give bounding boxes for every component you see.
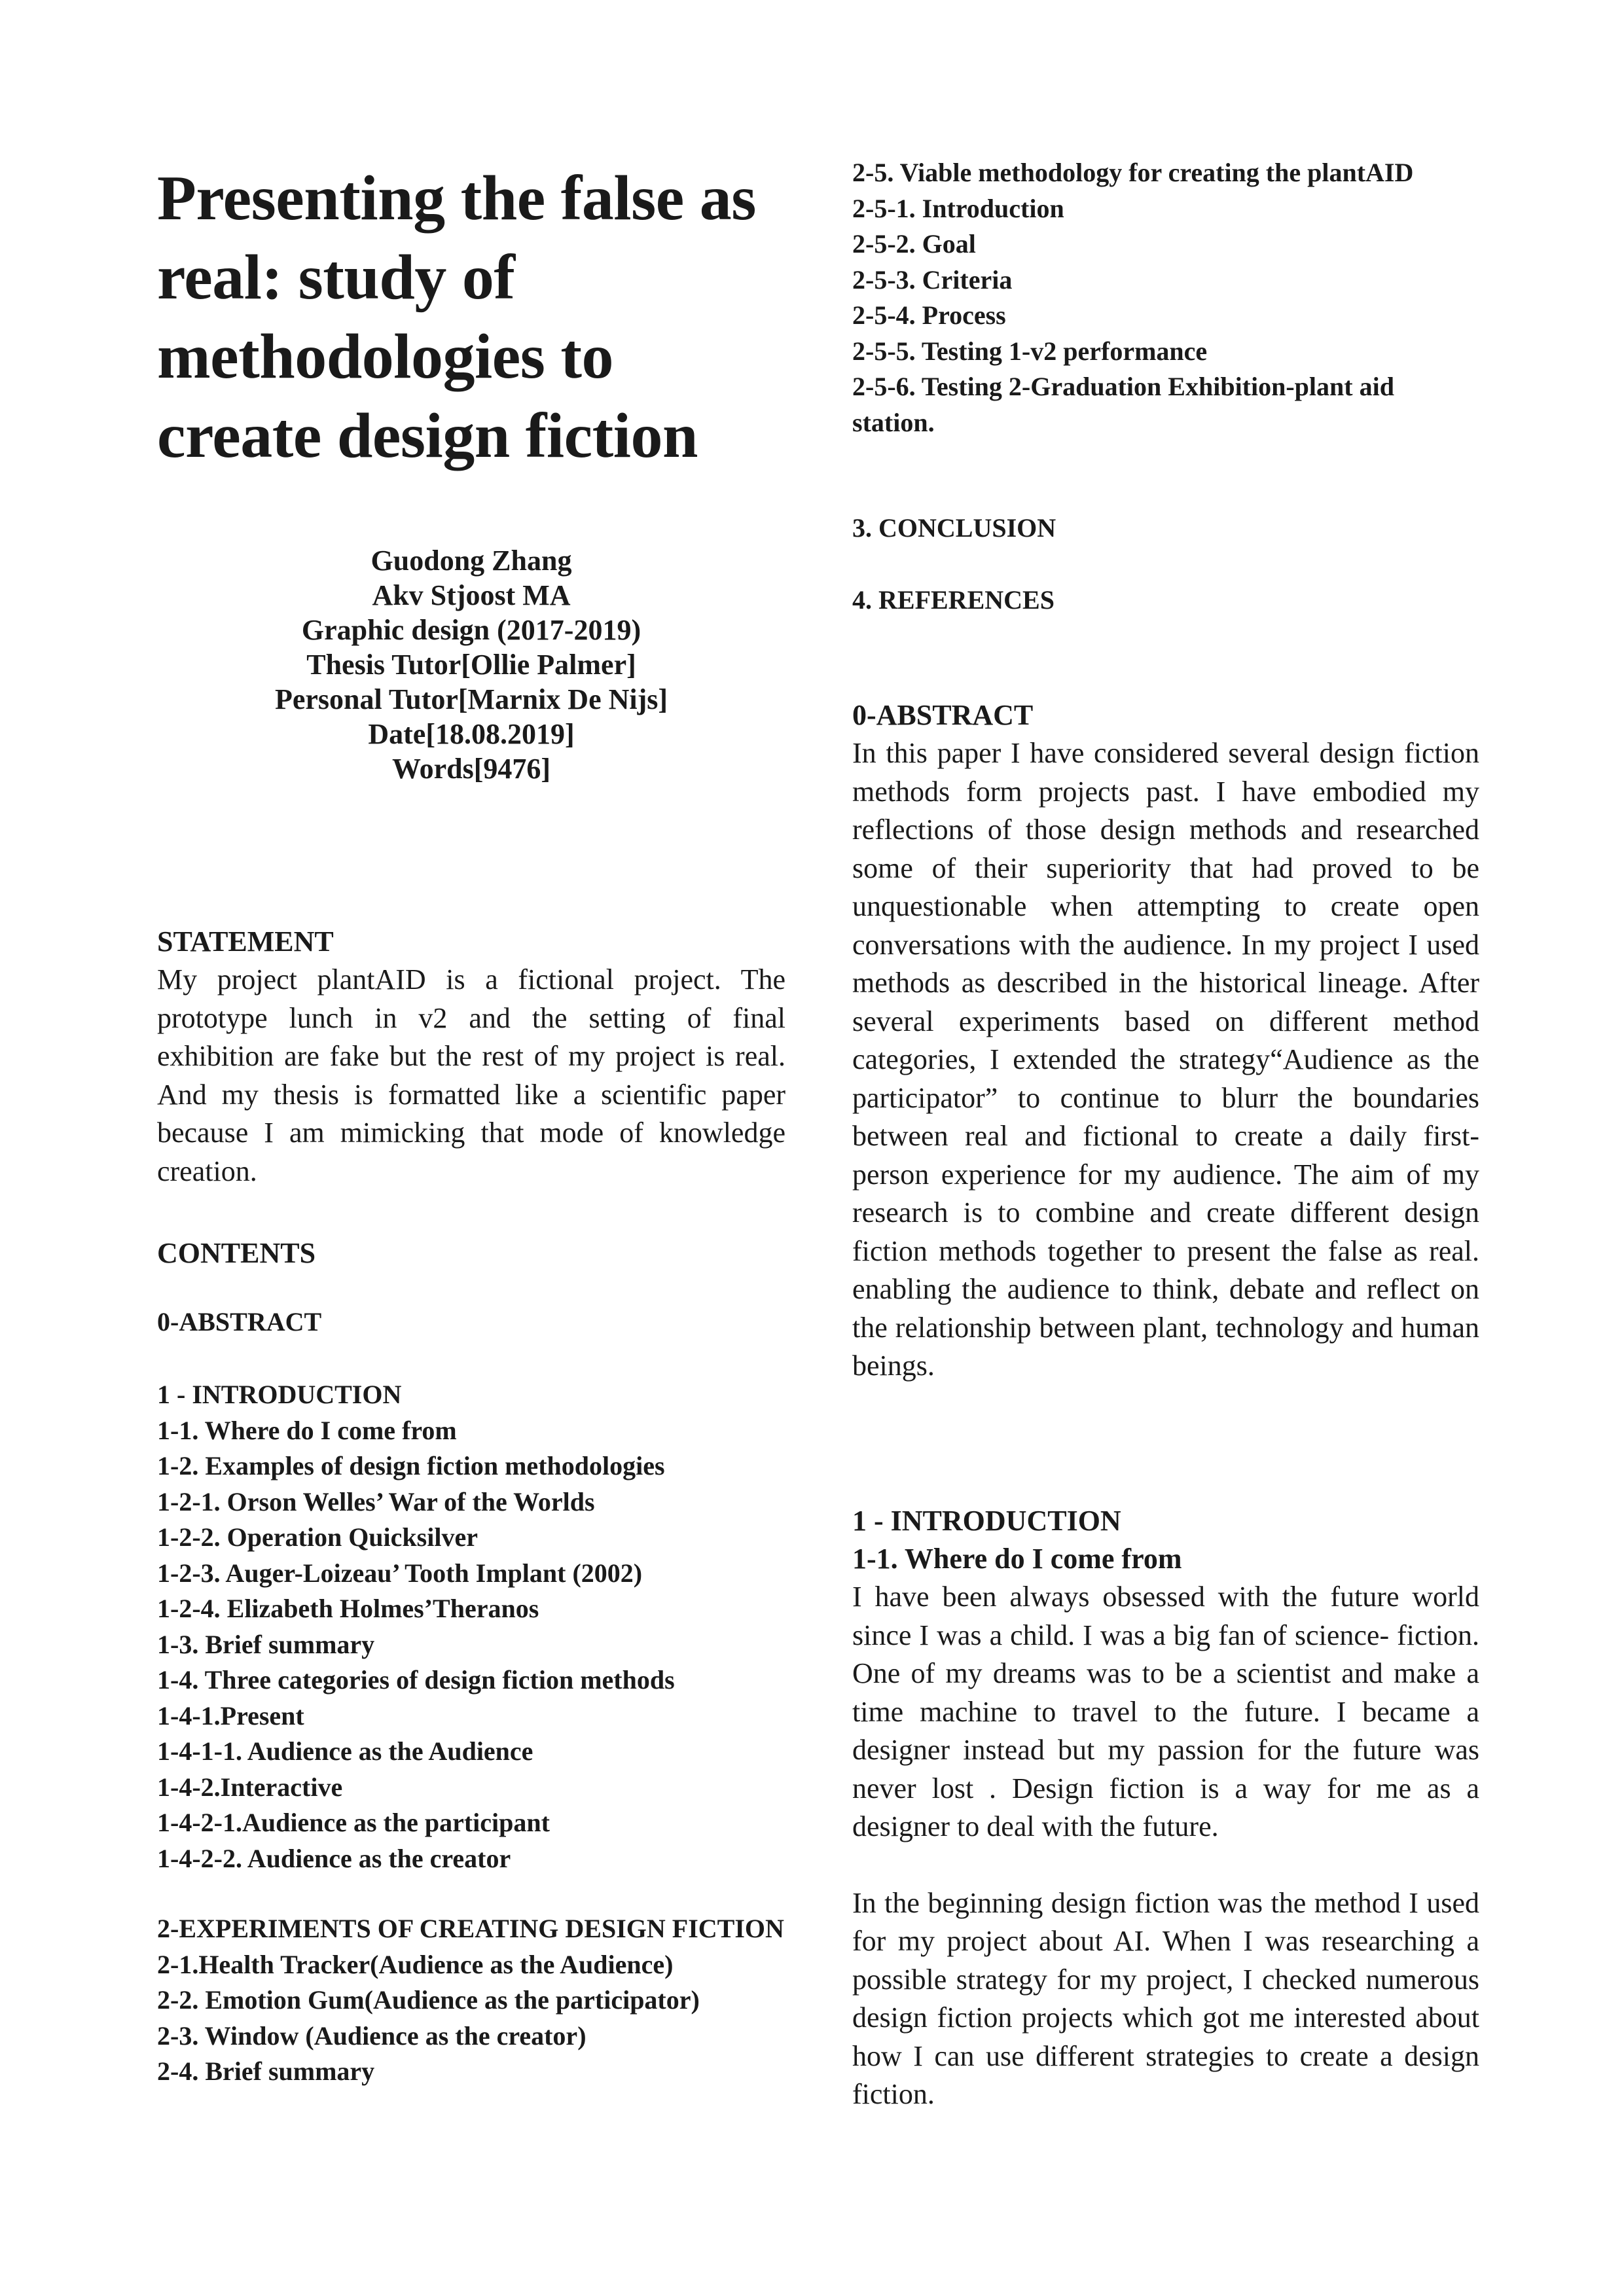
toc-item: 1-2. Examples of design fiction methodologies — [157, 1451, 665, 1480]
toc-item: 1-4. Three categories of design fiction methods — [157, 1665, 675, 1695]
abstract-section — [852, 696, 1479, 1386]
toc-references — [852, 583, 1479, 619]
toc-item: 2-3. Window (Audience as the creator) — [157, 2020, 586, 2051]
toc-item: 1-2-1. Orson Welles’ War of the Worlds — [157, 1486, 595, 1516]
toc-item: 1-4-1.Present — [157, 1700, 304, 1731]
toc-introduction — [157, 1377, 785, 1876]
abstract-heading: 0-ABSTRACT — [852, 699, 1034, 731]
introduction-paragraph-2: In the beginning design fiction was the method I used for my project about AI. When I was researching a possible strategy for my project, I checked numerous design fiction projects which got me interested about how I can use different strategies to create a design fiction. — [852, 1886, 1479, 2110]
toc-item: 1-1. Where do I come from — [157, 1415, 457, 1445]
introduction-section — [852, 1502, 1479, 2114]
toc-item: 1-2-3. Auger-Loizeau’ Tooth Implant (2002) — [157, 1558, 643, 1588]
toc-item: 1 - INTRODUCTION — [157, 1380, 402, 1409]
toc-experiments — [157, 1911, 785, 2090]
statement-section — [157, 923, 785, 1191]
toc-item: 0-ABSTRACT — [157, 1307, 322, 1336]
statement-text: My project plantAID is a fictional project. The prototype lunch in v2 and the setting of final exhibition are fake but the rest of my project is real. And my thesis is formatted like a scientific paper because I am mimicking that mode of knowledge creation. — [157, 963, 785, 1187]
toc-item: 1-4-1-1. Audience as the Audience — [157, 1736, 533, 1766]
toc-item: 2-5-6. Testing 2-Graduation Exhibition-plant aid station. — [852, 372, 1394, 437]
toc-item: 2-5. Viable methodology for creating the plantAID — [852, 158, 1414, 187]
thesis-tutor: Thesis Tutor[Ollie Palmer] — [306, 649, 636, 681]
toc-item: 2-2. Emotion Gum(Audience as the participator) — [157, 1985, 700, 2015]
toc-item: 3. CONCLUSION — [852, 513, 1056, 543]
toc-item: 1-4-2-2. Audience as the creator — [157, 1843, 511, 1873]
toc-item: 1-4-2.Interactive — [157, 1772, 343, 1802]
toc-item: 1-3. Brief summary — [157, 1629, 375, 1659]
toc-item: 2-EXPERIMENTS OF CREATING DESIGN FICTION — [157, 1914, 784, 1943]
author-block — [157, 543, 785, 786]
contents-heading: CONTENTS — [157, 1237, 316, 1269]
paper-title: Presenting the false as real: study of methodologies to create design fiction — [157, 163, 756, 471]
author-program: Graphic design (2017-2019) — [301, 614, 641, 646]
date: Date[18.08.2019] — [368, 718, 575, 750]
toc-item: 2-4. Brief summary — [157, 2056, 375, 2086]
personal-tutor: Personal Tutor[Marnix De Nijs] — [274, 683, 668, 715]
toc-item: 2-5-4. Process — [852, 300, 1006, 330]
toc-conclusion — [852, 511, 1479, 547]
toc-item: 2-5-1. Introduction — [852, 193, 1064, 223]
introduction-heading: 1 - INTRODUCTION — [852, 1505, 1121, 1537]
toc-item: 2-5-3. Criteria — [852, 264, 1013, 295]
toc-item: 4. REFERENCES — [852, 585, 1055, 615]
abstract-text: In this paper I have considered several design fiction methods form projects past. I have embodied my reflections of those design methods and researched some of their superiority that had proved to be unquestionable when attempting to create open conversations with the audience. In my project I used methods as described in the historical lineage. After several experiments based on different method categories, I extended the strategy“Audience as the participator” to continue to blurr the boundaries between real and fictional to create a daily first-person experience for my audience. The aim of my research is to combine and create different design fiction methods together to present the false as real. enabling the audience to think, debate and reflect on the relationship between plant, technology and human beings. — [852, 737, 1479, 1382]
introduction-subheading: 1-1. Where do I come from — [852, 1543, 1182, 1575]
toc-item: 1-2-2. Operation Quicksilver — [157, 1522, 478, 1552]
toc-item: 1-4-2-1.Audience as the participant — [157, 1808, 550, 1837]
introduction-paragraph-1: I have been always obsessed with the future world since I was a child. I was a big fan of science- fiction. One of my dreams was to be a scientist and make a time machine to travel to the future. I became a designer instead but my passion for the future was never lost . Design fiction is a way for me as a designer to deal with the future. — [852, 1581, 1479, 1842]
contents-section — [157, 1234, 785, 1272]
toc-abstract — [157, 1304, 785, 1340]
toc-viable-methodology — [852, 155, 1479, 440]
toc-item: 2-5-5. Testing 1-v2 performance — [852, 336, 1208, 366]
toc-item: 1-2-4. Elizabeth Holmes’Theranos — [157, 1594, 539, 1623]
author-name: Guodong Zhang — [370, 545, 572, 577]
toc-item: 2-5-2. Goal — [852, 229, 976, 259]
toc-item: 2-1.Health Tracker(Audience as the Audience) — [157, 1949, 674, 1979]
word-count: Words[9476] — [392, 753, 550, 785]
statement-heading: STATEMENT — [157, 925, 334, 958]
author-school: Akv Stjoost MA — [372, 579, 571, 611]
